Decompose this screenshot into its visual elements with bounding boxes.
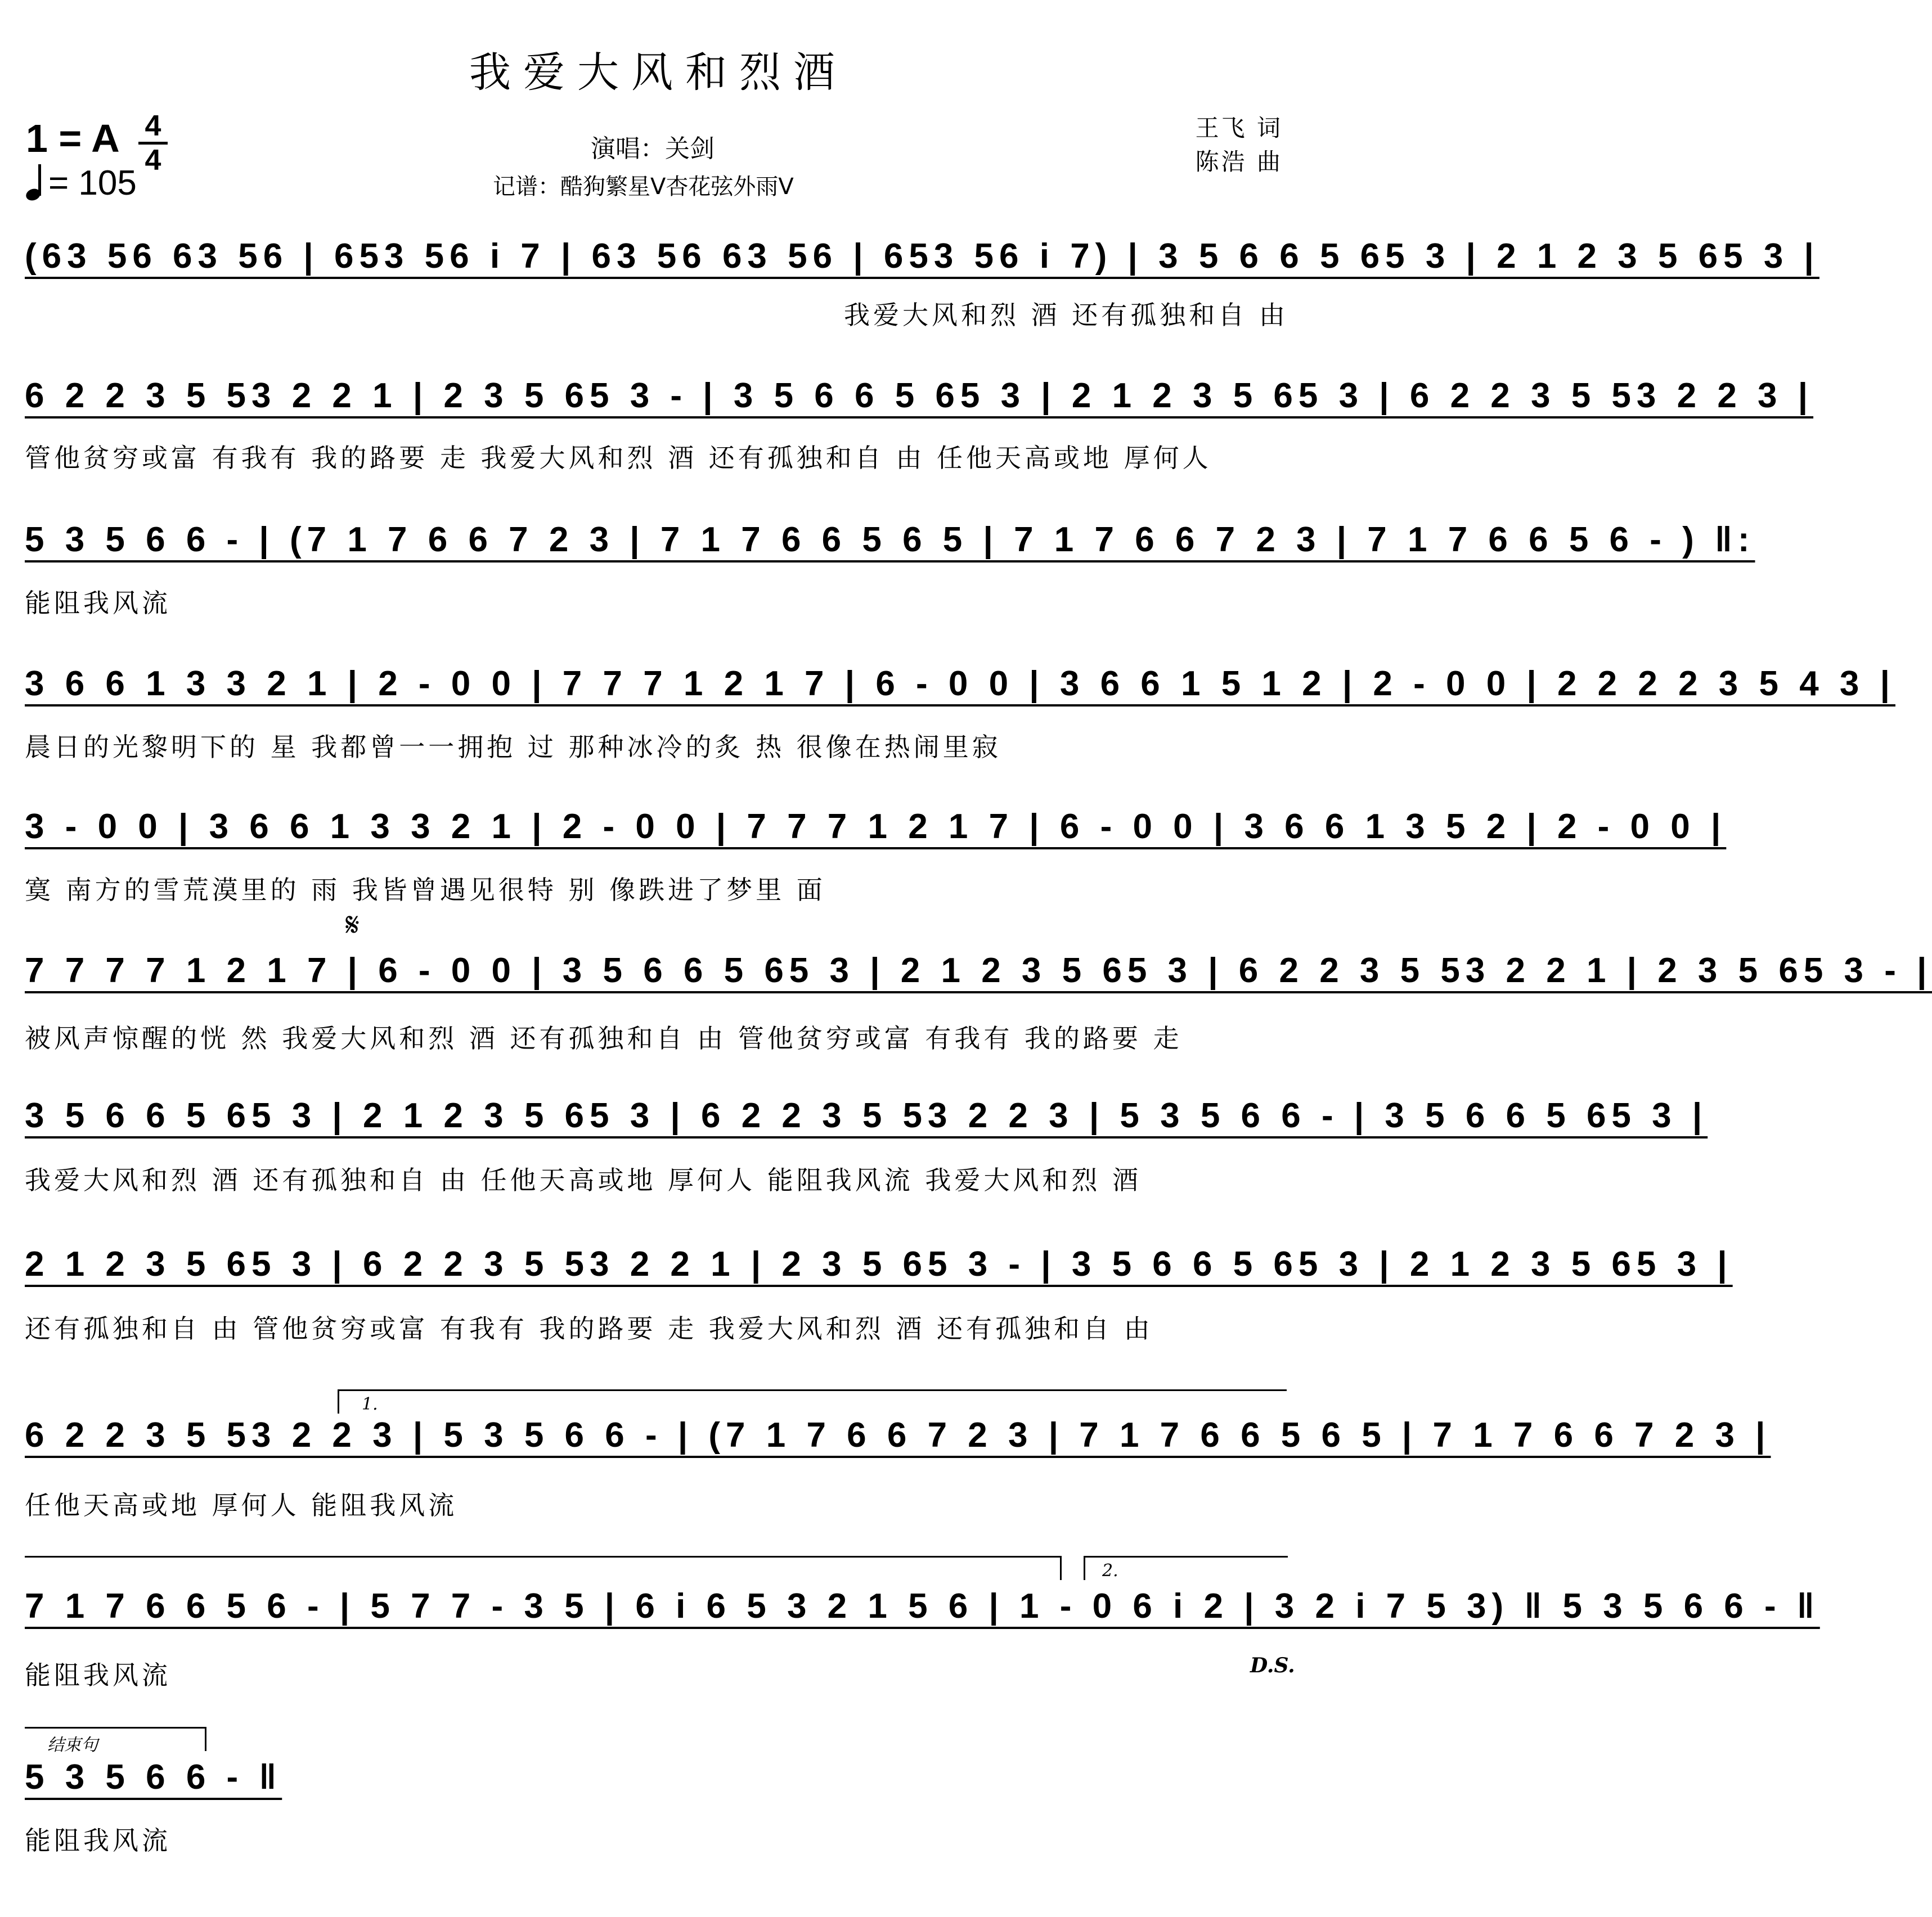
lyricist-credit: 王飞 词 — [1195, 114, 1283, 142]
volta-2-bracket — [1084, 1556, 1288, 1580]
lyric-line-2: 管他贫穷或富 有我有 我的路要 走 我爱大风和烈 酒 还有孤独和自 由 任他天高或地 厚何人 — [25, 443, 1212, 473]
lyric-line-5: 寞 南方的雪荒漠里的 雨 我皆曾遇见很特 别 像跌进了梦里 面 — [25, 875, 826, 905]
author-credits — [1196, 111, 1283, 179]
lyric-line-10: 能阻我风流 — [25, 1660, 171, 1690]
notation-line-3: 5 3 5 6 6 - | (7 1 7 6 6 7 2 3 | 7 1 7 6 6 5 6 5 | 7 1 7 6 6 7 2 3 | 7 1 7 6 6 5 6 - ) ‖: — [25, 520, 1755, 559]
notation-line-9: 6 2 2 3 5 53 2 2 3 | 5 3 5 6 6 - | (7 1 7 6 6 7 2 3 | 7 1 7 6 6 5 6 5 | 7 1 7 6 6 7 2 3 | — [25, 1416, 1771, 1455]
notation-line-7: 3 5 6 6 5 65 3 | 2 1 2 3 5 65 3 | 6 2 2 3 5 53 2 2 3 | 5 3 5 6 6 - | 3 5 6 6 5 65 3 | — [25, 1096, 1708, 1135]
lyric-line-4: 晨日的光黎明下的 星 我都曾一一拥抱 过 那种冰冷的炙 热 很像在热闹里寂 — [25, 732, 1001, 762]
notation-ending: 5 3 5 6 6 - ‖ — [25, 1758, 282, 1797]
lyric-line-7: 我爱大风和烈 酒 还有孤独和自 由 任他天高或地 厚何人 能阻我风流 我爱大风和烈 酒 — [25, 1165, 1142, 1195]
volta-2-label: 2. — [1102, 1561, 1118, 1581]
meter-bottom: 4 — [145, 144, 161, 177]
singer-credit: 演唱：关剑 — [591, 134, 715, 163]
lyric-line-1: 我爱大风和烈 酒 还有孤独和自 由 — [844, 300, 1288, 330]
lyric-line-3: 能阻我风流 — [25, 588, 171, 618]
notation-line-5: 3 - 0 0 | 3 6 6 1 3 3 2 1 | 2 - 0 0 | 7 7 7 1 2 1 7 | 6 - 0 0 | 3 6 6 1 3 5 2 | 2 - 0 0 | — [25, 807, 1727, 846]
lyric-ending: 能阻我风流 — [25, 1825, 171, 1856]
notation-line-2: 6 2 2 3 5 53 2 2 1 | 2 3 5 65 3 - | 3 5 6 6 5 65 3 | 2 1 2 3 5 65 3 | 6 2 2 3 5 53 2 2 3 | — [25, 376, 1814, 415]
transcriber-credit: 记谱：酷狗繁星V杏花弦外雨V — [493, 174, 794, 200]
lyric-line-6: 被风声惊醒的恍 然 我爱大风和烈 酒 还有孤独和自 由 管他贫穷或富 有我有 我的路要 走 — [25, 1023, 1183, 1054]
ending-phrase-label: 结束句 — [47, 1735, 98, 1755]
lyric-line-8: 还有孤独和自 由 管他贫穷或富 有我有 我的路要 走 我爱大风和烈 酒 还有孤独和自 由 — [25, 1313, 1153, 1344]
notation-line-8: 2 1 2 3 5 65 3 | 6 2 2 3 5 53 2 2 1 | 2 3 5 65 3 - | 3 5 6 6 5 65 3 | 2 1 2 3 5 65 3 | — [25, 1245, 1733, 1284]
time-signature — [136, 111, 170, 175]
volta-1-label: 1. — [362, 1394, 378, 1414]
meter-top: 4 — [145, 110, 161, 142]
segno-sign: 𝄋 — [345, 906, 360, 944]
repeat-section-bracket — [25, 1556, 1062, 1580]
composer-credit: 陈浩 曲 — [1195, 148, 1283, 176]
quarter-note-icon — [26, 166, 43, 200]
dal-segno-marking: D.S. — [1250, 1654, 1295, 1677]
tempo-marking — [26, 163, 137, 203]
ending-phrase-bracket — [25, 1727, 206, 1755]
lyric-line-9: 任他天高或地 厚何人 能阻我风流 — [25, 1490, 458, 1520]
key-signature: 1 = A — [26, 116, 120, 160]
notation-line-6: 7 7 7 7 1 2 1 7 | 6 - 0 0 | 3 5 6 6 5 65 3 | 2 1 2 3 5 65 3 | 6 2 2 3 5 53 2 2 1 | 2 3 5 65 3 - | — [25, 951, 1932, 990]
volta-1-bracket — [338, 1389, 1287, 1414]
song-title: 我爱大风和烈酒 — [469, 48, 847, 97]
notation-line-4: 3 6 6 1 3 3 2 1 | 2 - 0 0 | 7 7 7 1 2 1 7 | 6 - 0 0 | 3 6 6 1 5 1 2 | 2 - 0 0 | 2 2 2 2 3 5 4 3 | — [25, 664, 1895, 703]
tempo-value: = 105 — [48, 164, 137, 202]
notation-line-1: (63 56 63 56 | 653 56 i 7 | 63 56 63 56 | 653 56 i 7) | 3 5 6 6 5 65 3 | 2 1 2 3 5 65 3 | — [25, 237, 1819, 276]
notation-line-10: 7 1 7 6 6 5 6 - | 5 7 7 - 3 5 | 6 i 6 5 3 2 1 5 6 | 1 - 0 6 i 2 | 3 2 i 7 5 3) ‖ 5 3 5 6 6 - ‖ — [25, 1587, 1820, 1626]
